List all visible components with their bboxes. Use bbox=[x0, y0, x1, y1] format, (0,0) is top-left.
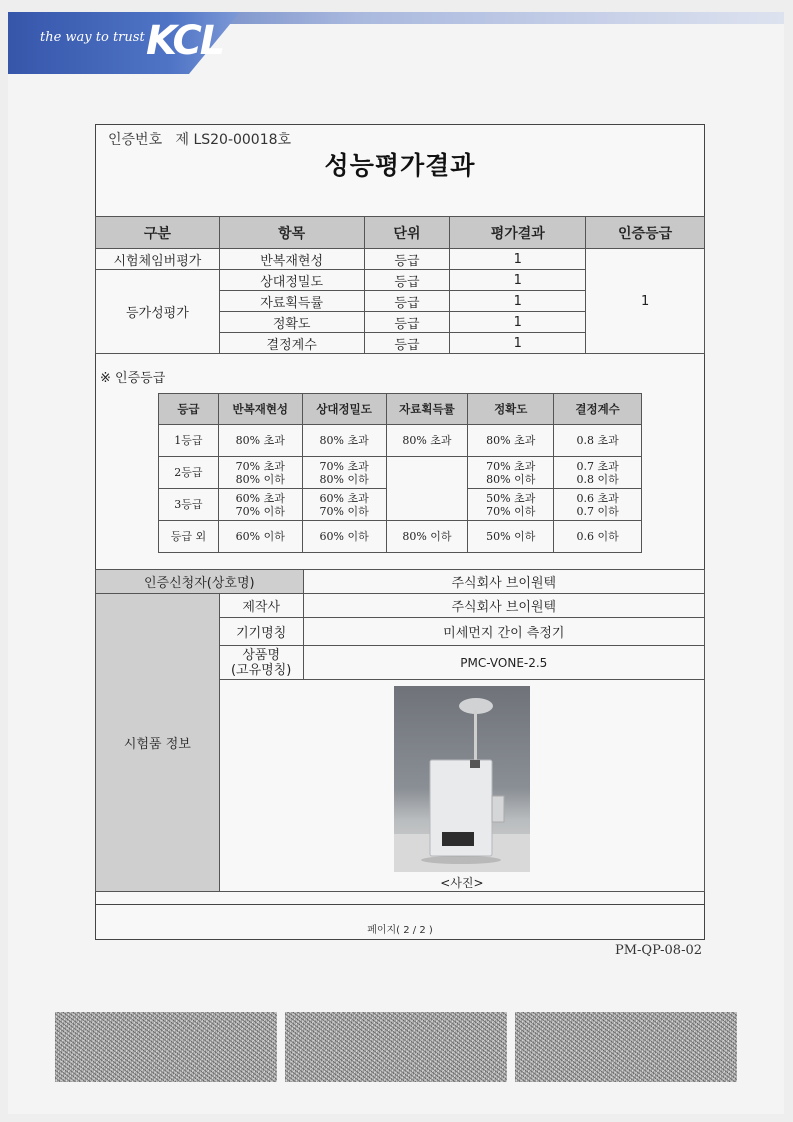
unit-cell: 등급 bbox=[364, 291, 450, 312]
unit-cell: 등급 bbox=[364, 270, 450, 291]
criteria-line: 50% 초과 bbox=[486, 491, 536, 505]
unit-cell: 등급 bbox=[364, 249, 450, 270]
criteria-cell: 50% 이하 bbox=[468, 521, 554, 553]
maker-label: 제작사 bbox=[219, 594, 303, 618]
applicant-value: 주식회사 브이원텍 bbox=[303, 570, 704, 594]
device-illustration bbox=[394, 686, 530, 872]
criteria-line: 70% 초과 bbox=[486, 459, 536, 473]
table-row bbox=[96, 594, 705, 618]
criteria-cell: 60% 이하 bbox=[302, 521, 386, 553]
table-row bbox=[159, 457, 642, 489]
results-table bbox=[95, 216, 705, 354]
item-cell: 반복재현성 bbox=[219, 249, 364, 270]
item-cell: 결정계수 bbox=[219, 333, 364, 354]
criteria-line: 60% 초과 bbox=[319, 491, 369, 505]
security-pattern-2 bbox=[285, 1012, 507, 1082]
photo-cell bbox=[219, 680, 704, 892]
grade-criteria-table bbox=[158, 393, 642, 553]
criteria-line: 0.8 이하 bbox=[576, 472, 619, 486]
criteria-cell bbox=[218, 457, 302, 489]
unit-cell: 등급 bbox=[364, 333, 450, 354]
criteria-header: 반복재현성 bbox=[218, 394, 302, 425]
criteria-header: 등급 bbox=[159, 394, 219, 425]
grade-label: 등급 외 bbox=[159, 521, 219, 553]
item-cell: 상대정밀도 bbox=[219, 270, 364, 291]
applicant-label: 인증신청자(상호명) bbox=[96, 570, 304, 594]
criteria-line: 0.7 초과 bbox=[576, 459, 619, 473]
group-chamber: 시험체임버평가 bbox=[96, 249, 220, 270]
certificate-number-value: 제 LS20-00018호 bbox=[175, 132, 292, 148]
criteria-cell: 0.6 이하 bbox=[554, 521, 642, 553]
certificate-number-label: 인증번호 bbox=[108, 132, 163, 148]
result-cell: 1 bbox=[450, 333, 586, 354]
item-cell: 자료획득률 bbox=[219, 291, 364, 312]
device-value: 미세먼지 간이 측정기 bbox=[303, 618, 704, 646]
result-cell: 1 bbox=[450, 270, 586, 291]
device-photo bbox=[394, 686, 530, 872]
criteria-header: 상대정밀도 bbox=[302, 394, 386, 425]
photo-caption: <사진> bbox=[440, 876, 484, 890]
criteria-cell bbox=[218, 489, 302, 521]
unit-cell: 등급 bbox=[364, 312, 450, 333]
table-row bbox=[96, 249, 705, 270]
criteria-line: 70% 이하 bbox=[319, 504, 369, 518]
document-id: PM-QP-08-02 bbox=[614, 943, 702, 958]
criteria-line: 80% 이하 bbox=[319, 472, 369, 486]
criteria-cell: 80% 이하 bbox=[386, 521, 468, 553]
criteria-cell bbox=[302, 457, 386, 489]
footer-divider bbox=[95, 904, 705, 905]
page-number: 페이지( 2 / 2 ) bbox=[367, 925, 433, 936]
criteria-header: 자료획득률 bbox=[386, 394, 468, 425]
criteria-cell bbox=[302, 489, 386, 521]
header-item: 항목 bbox=[219, 217, 364, 249]
criteria-line: 80% 이하 bbox=[486, 472, 536, 486]
header-unit: 단위 bbox=[364, 217, 450, 249]
header-result: 평가결과 bbox=[450, 217, 586, 249]
product-label-line: 상품명 bbox=[242, 647, 281, 663]
criteria-cell: 80% 초과 bbox=[302, 425, 386, 457]
criteria-cell bbox=[554, 457, 642, 489]
criteria-line: 0.7 이하 bbox=[576, 504, 619, 518]
criteria-header: 정확도 bbox=[468, 394, 554, 425]
results-header-row bbox=[96, 217, 705, 249]
kcl-logo: KCL bbox=[146, 18, 224, 64]
criteria-header-row bbox=[159, 394, 642, 425]
grade-label: 2등급 bbox=[159, 457, 219, 489]
header-category: 구분 bbox=[96, 217, 220, 249]
grade-note: ※ 인증등급 bbox=[100, 371, 166, 386]
result-cell: 1 bbox=[450, 249, 586, 270]
item-cell: 정확도 bbox=[219, 312, 364, 333]
group-equivalence: 등가성평가 bbox=[96, 270, 220, 354]
criteria-cell bbox=[468, 489, 554, 521]
result-cell: 1 bbox=[450, 312, 586, 333]
criteria-line: 70% 이하 bbox=[235, 504, 285, 518]
security-pattern-3 bbox=[515, 1012, 737, 1082]
header-grade: 인증등급 bbox=[586, 217, 705, 249]
criteria-cell-empty bbox=[386, 457, 468, 521]
criteria-line: 70% 초과 bbox=[235, 459, 285, 473]
product-label-line: (고유명칭) bbox=[230, 662, 292, 678]
page-title: 성능평가결과 bbox=[324, 151, 476, 180]
grade-label: 1등급 bbox=[159, 425, 219, 457]
tagline: the way to trust bbox=[40, 30, 145, 45]
criteria-line: 70% 초과 bbox=[319, 459, 369, 473]
criteria-cell bbox=[468, 457, 554, 489]
criteria-line: 70% 이하 bbox=[486, 504, 536, 518]
criteria-line: 0.6 초과 bbox=[576, 491, 619, 505]
criteria-cell: 80% 초과 bbox=[386, 425, 468, 457]
table-row bbox=[159, 425, 642, 457]
sample-info-label: 시험품 정보 bbox=[96, 594, 220, 892]
criteria-cell: 0.8 초과 bbox=[554, 425, 642, 457]
criteria-cell bbox=[554, 489, 642, 521]
criteria-cell: 60% 이하 bbox=[218, 521, 302, 553]
criteria-line: 60% 초과 bbox=[235, 491, 285, 505]
grade-cell: 1 bbox=[586, 249, 705, 354]
security-pattern-1 bbox=[55, 1012, 277, 1082]
table-row bbox=[159, 521, 642, 553]
applicant-info-table bbox=[95, 569, 705, 892]
grade-label: 3등급 bbox=[159, 489, 219, 521]
result-cell: 1 bbox=[450, 291, 586, 312]
criteria-cell: 80% 초과 bbox=[218, 425, 302, 457]
device-label: 기기명칭 bbox=[219, 618, 303, 646]
product-label bbox=[219, 646, 303, 680]
maker-value: 주식회사 브이원텍 bbox=[303, 594, 704, 618]
criteria-cell: 80% 초과 bbox=[468, 425, 554, 457]
criteria-header: 결정계수 bbox=[554, 394, 642, 425]
table-row bbox=[96, 570, 705, 594]
criteria-line: 80% 이하 bbox=[235, 472, 285, 486]
product-value: PMC-VONE-2.5 bbox=[303, 646, 704, 680]
